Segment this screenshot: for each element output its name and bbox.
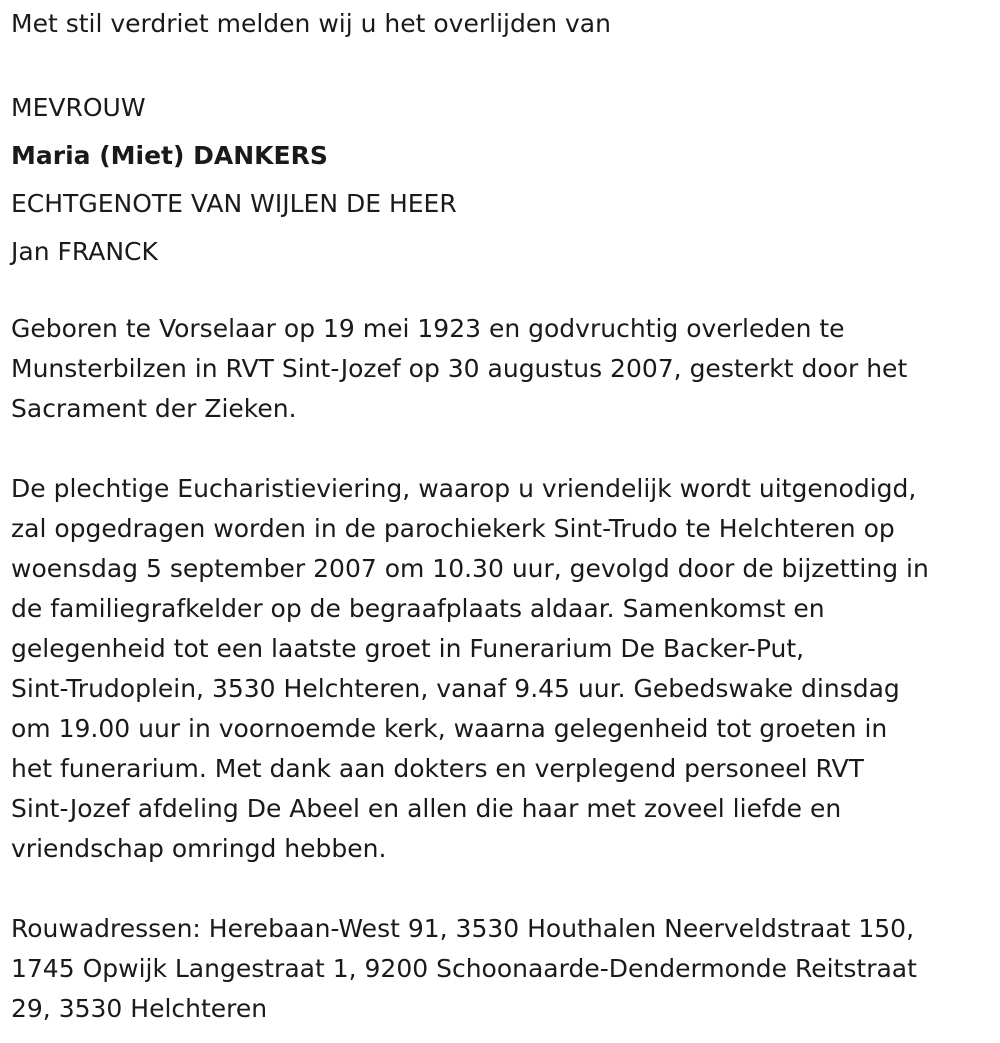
ceremony-line: het funerarium. Met dank aan dokters en verplegend personeel RVT <box>11 754 864 783</box>
ceremony-line: Sint-Trudoplein, 3530 Helchteren, vanaf 9.45 uur. Gebedswake dinsdag <box>11 674 900 703</box>
ceremony-paragraph <box>11 469 929 869</box>
intro-text: Met stil verdriet melden wij u het overlijden van <box>11 9 611 38</box>
addresses-line: Rouwadressen: Herebaan-West 91, 3530 Houthalen Neerveldstraat 150, <box>11 914 915 943</box>
ceremony-line: de familiegrafkelder op de begraafplaats aldaar. Samenkomst en <box>11 594 825 623</box>
ceremony-line: om 19.00 uur in voornoemde kerk, waarna gelegenheid tot groeten in <box>11 714 888 743</box>
deceased-block <box>11 84 457 276</box>
ceremony-line: zal opgedragen worden in de parochiekerk Sint-Trudo te Helchteren op <box>11 514 895 543</box>
birth-line: Munsterbilzen in RVT Sint-Jozef op 30 augustus 2007, gesterkt door het <box>11 354 908 383</box>
ceremony-line: woensdag 5 september 2007 om 10.30 uur, gevolgd door de bijzetting in <box>11 554 929 583</box>
salutation: MEVROUW <box>11 93 146 122</box>
ceremony-line: gelegenheid tot een laatste groet in Funerarium De Backer-Put, <box>11 634 805 663</box>
relation-text: ECHTGENOTE VAN WIJLEN DE HEER <box>11 189 457 218</box>
birth-line: Sacrament der Zieken. <box>11 394 297 423</box>
addresses-line: 1745 Opwijk Langestraat 1, 9200 Schoonaarde-Dendermonde Reitstraat <box>11 954 917 983</box>
addresses-line: 29, 3530 Helchteren <box>11 994 268 1023</box>
spouse-name: Jan FRANCK <box>11 237 158 266</box>
deceased-name: Maria (Miet) DANKERS <box>11 141 328 170</box>
addresses-paragraph <box>11 909 917 1029</box>
birth-line: Geboren te Vorselaar op 19 mei 1923 en godvruchtig overleden te <box>11 314 845 343</box>
ceremony-line: Sint-Jozef afdeling De Abeel en allen die haar met zoveel liefde en <box>11 794 842 823</box>
birth-paragraph <box>11 309 907 429</box>
ceremony-line: De plechtige Eucharistieviering, waarop u vriendelijk wordt uitgenodigd, <box>11 474 917 503</box>
ceremony-line: vriendschap omringd hebben. <box>11 834 387 863</box>
